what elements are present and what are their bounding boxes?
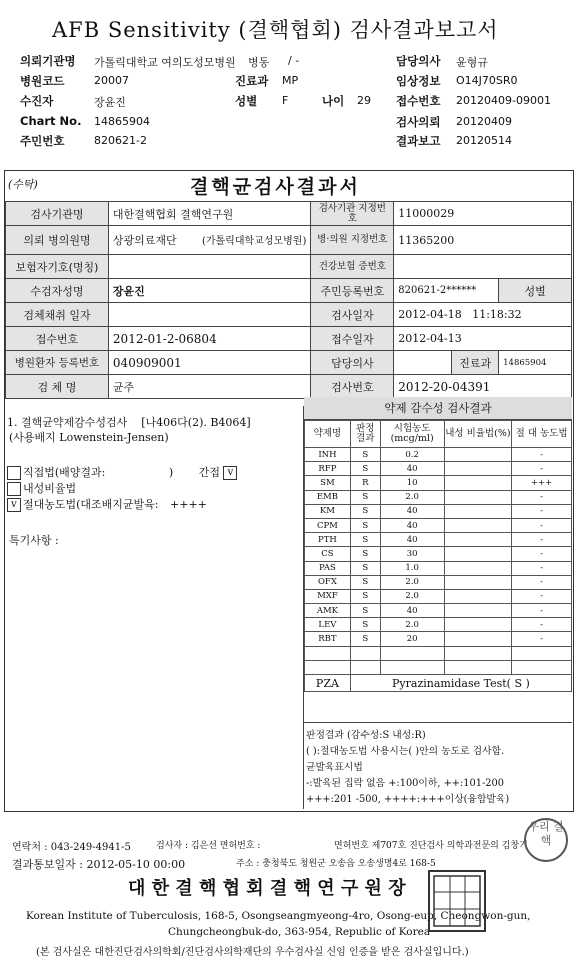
form-label: 주민등록번호 [311, 279, 394, 303]
header-label: 의뢰기관명 [20, 54, 76, 68]
option-value: ++++ [170, 498, 207, 511]
result-cell-drug: EMB [305, 490, 351, 504]
result-row [305, 476, 572, 490]
legend-line: -:발육된 집락 없음 +:100이하, ++:101-200 [306, 778, 504, 789]
option-direct [7, 464, 239, 480]
result-cell-result: S [350, 462, 380, 476]
header-value: O14J70SR0 [456, 74, 518, 87]
form-value: 장윤진 [108, 279, 310, 303]
form-label: 성별 [524, 284, 546, 298]
result-row [305, 646, 572, 660]
header-label: 검사의뢰 [396, 115, 441, 129]
header-value: 가톨릭대학교 여의도성모병원 [94, 56, 236, 69]
header-label: 수진자 [20, 94, 54, 108]
header-value: F [282, 94, 289, 107]
form-label: 진료과 [452, 351, 499, 375]
column-header: 내성 비율법(%) [444, 421, 512, 448]
checkbox-direct[interactable] [7, 466, 21, 480]
legend-divider [304, 722, 572, 723]
option-indirect-label: 간접 [198, 466, 220, 479]
license: 면허번호 제707호 진단검사 의학과전문의 김창기 [334, 841, 528, 851]
result-row [305, 490, 572, 504]
test-line: 1. 결핵균약제감수성검사 [나406다(2). B4064] [7, 416, 251, 429]
form-cell [394, 303, 572, 327]
result-cell-ratio [444, 476, 512, 490]
form-value: 11365200 [394, 226, 572, 255]
header-label: 진료과 [235, 74, 269, 88]
pza-value: Pyrazinamidase Test( S ) [350, 675, 571, 692]
result-cell-ratio [444, 533, 512, 547]
result-cell-conc: 0.2 [380, 448, 444, 462]
result-cell-conc: 2.0 [380, 490, 444, 504]
report-date: 결과통보일자 : 2012-05-10 00:00 [12, 858, 186, 871]
result-cell-drug: LEV [305, 618, 351, 632]
pza-label: PZA [305, 675, 351, 692]
form-table [5, 201, 572, 399]
form-value: 상광의료재단 [112, 234, 177, 247]
certification-note: (본 검사실은 대한진단검사의학회/진단검사의학재단의 우수검사실 신임 인증을 받은 검사실입니다.) [36, 947, 469, 958]
result-row [305, 632, 572, 646]
result-row [305, 462, 572, 476]
result-cell-conc: 40 [380, 518, 444, 532]
form-value: 14865904 [499, 351, 572, 375]
result-cell-conc: 40 [380, 604, 444, 618]
form-label: 검사기관 지정번호 [311, 202, 394, 226]
header-value: 병동 [248, 56, 270, 69]
seal-logo: 우리 결핵 [524, 818, 568, 862]
result-cell-conc: 40 [380, 533, 444, 547]
header-value: / - [288, 54, 300, 67]
header-value: MP [282, 74, 299, 87]
result-row [305, 660, 572, 674]
result-cell-abs: - [512, 547, 572, 561]
result-cell-drug: SM [305, 476, 351, 490]
result-cell-ratio [444, 561, 512, 575]
header-label: 결과보고 [396, 134, 441, 148]
form-label: 검 체 명 [6, 375, 109, 399]
result-cell-drug: MXF [305, 589, 351, 603]
result-cell-conc [380, 660, 444, 674]
result-cell-abs [512, 646, 572, 660]
result-cell-conc: 10 [380, 476, 444, 490]
result-cell-result: S [350, 448, 380, 462]
form-cell [108, 226, 310, 255]
result-cell-ratio [444, 504, 512, 518]
result-cell-ratio [444, 589, 512, 603]
form-value: 2012-01-2-06804 [108, 327, 310, 351]
legend-line: +++:201 -500, ++++:+++이상(융합발육) [306, 794, 510, 805]
examiner: 검사자 : 김은선 면허번호 : [156, 841, 261, 851]
form-label: 검사일자 [311, 303, 394, 327]
card-title: 결핵균검사결과서 [190, 176, 361, 198]
address-en-1: Korean Institute of Tuberculosis, 168-5, Osongseangmyeong-4ro, Osong-eup, Cheongwon-gun, [26, 910, 531, 922]
form-cell [499, 279, 572, 303]
results-table [304, 420, 572, 692]
results-legend [306, 728, 570, 808]
result-cell-ratio [444, 618, 512, 632]
result-cell-abs: - [512, 533, 572, 547]
result-cell-drug: RBT [305, 632, 351, 646]
result-cell-result: R [350, 476, 380, 490]
result-row [305, 448, 572, 462]
result-cell-drug [305, 646, 351, 660]
result-cell-result: S [350, 561, 380, 575]
test-notes [5, 406, 304, 809]
seal-pattern-icon [430, 872, 484, 930]
result-cell-drug: AMK [305, 604, 351, 618]
contact: 연락처 : 043-249-4941-5 [12, 842, 131, 853]
form-label: 병원환자 등록번호 [6, 351, 109, 375]
header-label: 나이 [322, 94, 345, 108]
result-row [305, 604, 572, 618]
result-cell-ratio [444, 604, 512, 618]
form-label: 건강보험 증번호 [311, 255, 394, 279]
header-value: 20120409 [456, 115, 512, 128]
column-header: 절 대 농도법 [512, 421, 572, 448]
result-cell-drug: PTH [305, 533, 351, 547]
option-label: 내성비율법 [23, 482, 77, 495]
form-value [108, 303, 310, 327]
header-value: 20120409-09001 [456, 94, 551, 107]
result-cell-result: S [350, 589, 380, 603]
address-kr: 주소 : 충청북도 청원군 오송읍 오송생명4로 168-5 [236, 859, 436, 869]
result-cell-abs: - [512, 490, 572, 504]
result-row [305, 618, 572, 632]
header-label: 주민번호 [20, 134, 65, 148]
header-value: 20007 [94, 74, 129, 87]
header-value: 14865904 [94, 115, 150, 128]
form-value: 820621-2****** [394, 279, 499, 303]
form-label: 의뢰 병의원명 [6, 226, 109, 255]
result-cell-ratio [444, 575, 512, 589]
form-value: 2012-04-13 [394, 327, 572, 351]
medium-line: (사용배지 Lowenstein-Jensen) [9, 431, 169, 444]
institute-name: 대 한 결 핵 협 회 결 핵 연 구 원 장 [128, 878, 406, 899]
option-label: 절대농도법(대조배지균발육: [23, 498, 159, 511]
result-cell-result: S [350, 547, 380, 561]
result-cell-drug: KM [305, 504, 351, 518]
result-cell-ratio [444, 646, 512, 660]
form-value: 11000029 [394, 202, 572, 226]
checkbox-ratio[interactable] [7, 482, 21, 496]
checkbox-indirect[interactable]: v [223, 466, 237, 480]
result-cell-result [350, 646, 380, 660]
result-cell-abs: - [512, 589, 572, 603]
result-cell-abs: - [512, 575, 572, 589]
option-absolute [7, 496, 207, 512]
form-value [394, 255, 572, 279]
result-cell-conc: 40 [380, 462, 444, 476]
results-title: 약제 감수성 검사결과 [304, 397, 572, 420]
result-cell-ratio [444, 518, 512, 532]
result-cell-abs: - [512, 604, 572, 618]
result-cell-conc: 2.0 [380, 589, 444, 603]
form-label: 보험자기호(명칭) [6, 255, 109, 279]
option-paren: ) [168, 466, 174, 479]
legend-line: ( ):절대농도법 사용시는( )안의 농도로 검사함. [306, 746, 505, 757]
header-value: 820621-2 [94, 134, 147, 147]
checkbox-absolute[interactable]: v [7, 498, 21, 512]
result-cell-drug: PAS [305, 561, 351, 575]
special-notes: 특기사항 : [9, 534, 59, 547]
result-cell-conc: 30 [380, 547, 444, 561]
result-row [305, 547, 572, 561]
form-value: 2012-20-04391 [394, 375, 572, 399]
result-cell-drug: CS [305, 547, 351, 561]
result-cell-conc: 2.0 [380, 618, 444, 632]
result-row [305, 575, 572, 589]
result-cell-drug: OFX [305, 575, 351, 589]
result-cell-abs: - [512, 504, 572, 518]
column-header: 약제명 [305, 421, 351, 448]
form-label: 수검자성명 [6, 279, 109, 303]
result-cell-result: S [350, 533, 380, 547]
result-cell-drug: RFP [305, 462, 351, 476]
result-cell-ratio [444, 448, 512, 462]
result-cell-result: S [350, 490, 380, 504]
result-row [305, 518, 572, 532]
result-cell-abs: +++ [512, 476, 572, 490]
header-value: 장윤진 [94, 96, 126, 109]
form-label: 검체채취 일자 [6, 303, 109, 327]
result-cell-result: S [350, 632, 380, 646]
header-value: 29 [357, 94, 371, 107]
form-label: 검사기관명 [6, 202, 109, 226]
form-label: 담당의사 [311, 351, 394, 375]
stamp-tag: (수탁) [8, 178, 38, 191]
result-cell-ratio [444, 462, 512, 476]
result-cell-conc [380, 646, 444, 660]
result-cell-abs: - [512, 462, 572, 476]
result-cell-abs: - [512, 632, 572, 646]
result-cell-conc: 20 [380, 632, 444, 646]
address-en-2: Chungcheongbuk-do, 363-954, Republic of Korea [168, 926, 431, 938]
result-row [305, 589, 572, 603]
result-cell-conc: 1.0 [380, 561, 444, 575]
header-label: 접수번호 [396, 94, 441, 108]
option-label: 직접법(배양결과: [23, 466, 106, 479]
form-value: 대한결핵협회 결핵연구원 [108, 202, 310, 226]
header-label: Chart No. [20, 114, 82, 128]
result-cell-abs: - [512, 518, 572, 532]
result-cell-result [350, 660, 380, 674]
result-cell-result: S [350, 575, 380, 589]
header-label: 임상정보 [396, 74, 441, 88]
result-cell-conc: 40 [380, 504, 444, 518]
header-label: 병원코드 [20, 74, 65, 88]
result-row [305, 533, 572, 547]
result-cell-abs: - [512, 561, 572, 575]
form-value: 2012-04-18 [398, 308, 462, 321]
result-cell-drug: CPM [305, 518, 351, 532]
form-label: 접수번호 [6, 327, 109, 351]
form-value: 11:18:32 [472, 308, 522, 321]
header-info [20, 53, 570, 153]
result-cell-conc: 2.0 [380, 575, 444, 589]
form-value [108, 255, 310, 279]
result-cell-ratio [444, 660, 512, 674]
column-header: 시험농도 (mcg/ml) [380, 421, 444, 448]
result-cell-abs [512, 660, 572, 674]
result-row [305, 561, 572, 575]
form-value-sub: (가톨릭대학교성모병원) [201, 236, 307, 247]
form-label: 검사번호 [311, 375, 394, 399]
option-ratio [7, 480, 76, 496]
result-cell-ratio [444, 547, 512, 561]
legend-line: 균발육표시법 [306, 762, 363, 773]
report-title: AFB Sensitivity (결핵협회) 검사결과보고서 [52, 18, 499, 42]
result-cell-result: S [350, 504, 380, 518]
result-cell-abs: - [512, 618, 572, 632]
result-cell-result: S [350, 518, 380, 532]
header-value: 20120514 [456, 134, 512, 147]
result-cell-result: S [350, 618, 380, 632]
form-label: 접수일자 [311, 327, 394, 351]
result-cell-abs: - [512, 448, 572, 462]
result-cell-drug [305, 660, 351, 674]
header-label: 성별 [235, 94, 258, 108]
column-header: 판정 결과 [350, 421, 380, 448]
form-value [394, 351, 452, 375]
result-row [305, 504, 572, 518]
result-cell-ratio [444, 632, 512, 646]
result-cell-drug: INH [305, 448, 351, 462]
form-label: 병·의원 지정번호 [311, 226, 394, 255]
form-value: 040909001 [108, 351, 310, 375]
result-cell-ratio [444, 490, 512, 504]
legend-line: 판정결과 (감수성:S 내성:R) [306, 730, 426, 741]
official-seal [428, 870, 486, 932]
result-cell-result: S [350, 604, 380, 618]
header-label: 담당의사 [396, 54, 441, 68]
header-value: 윤형규 [456, 56, 488, 69]
form-value: 균주 [108, 375, 310, 399]
